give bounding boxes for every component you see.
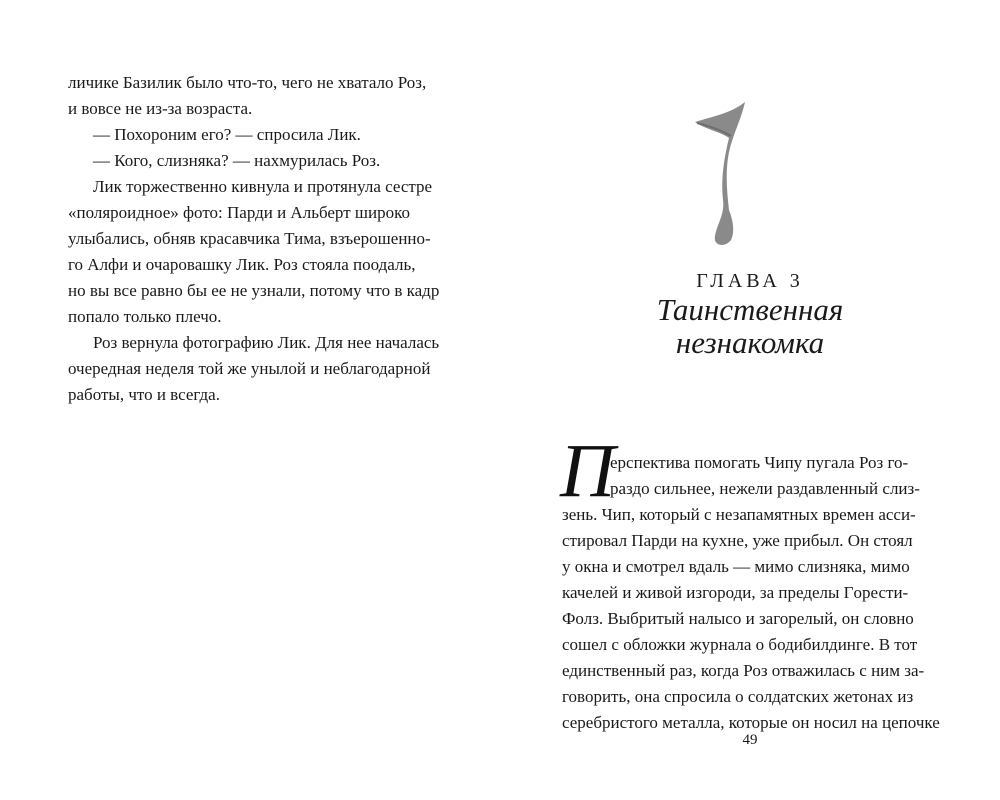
chapter-title-line: незнакомка [675, 325, 825, 360]
text-line: Лик торжественно кивнула и протянула сестре [93, 177, 433, 196]
text-line: ерспектива помогать Чипу пугала Роз го- [610, 453, 909, 472]
text-line: у окна и смотрел вдаль — мимо слизняка, мимо [562, 557, 910, 576]
chapter-number-ornament-icon [685, 92, 765, 252]
text-line: очередная неделя той же унылой и неблагодарной [68, 359, 431, 378]
text-line: улыбались, обняв красавчика Тима, взъерошенно- [68, 229, 431, 248]
text-line: говорить, она спросила о солдатских жетонах из [562, 687, 914, 706]
text-line: Фолз. Выбритый налысо и загорелый, он словно [562, 609, 914, 628]
text-line: серебристого металла, которые он носил на цепочке [562, 713, 940, 732]
chapter-title-line: Таинственная [656, 292, 844, 327]
text-line: попало только плечо. [68, 307, 222, 326]
text-line: Роз вернула фотографию Лик. Для нее началась [93, 333, 440, 352]
text-line: стировал Парди на кухне, уже прибыл. Он стоял [562, 531, 913, 550]
right-page [500, 0, 1000, 800]
drop-cap: П [560, 429, 615, 513]
chapter-title [500, 293, 1000, 359]
text-line: «поляроидное» фото: Парди и Альберт широко [68, 203, 410, 222]
text-line: сошел с обложки журнала о бодибилдинге. В тот [562, 635, 918, 654]
page-number: 49 [742, 732, 758, 748]
text-line: личике Базилик было что-то, чего не хватало Роз, [68, 73, 427, 92]
text-line: и вовсе не из-за возраста. [68, 99, 253, 118]
text-line: раздо сильнее, нежели раздавленный слиз- [610, 479, 920, 498]
chapter-label: ГЛАВА 3 [696, 270, 804, 292]
text-line: — Кого, слизняка? — нахмурилась Роз. [93, 151, 381, 170]
text-line: но вы все равно бы ее не узнали, потому что в кадр [68, 281, 440, 300]
text-line: работы, что и всегда. [68, 385, 220, 404]
left-page-text [68, 70, 448, 408]
text-line: го Алфи и очаровашку Лик. Роз стояла поодаль, [68, 255, 416, 274]
right-page-text [562, 450, 940, 736]
text-line: единственный раз, когда Роз отважилась с ним за- [562, 661, 925, 680]
text-line: — Похороним его? — спросила Лик. [93, 125, 361, 144]
text-line: качелей и живой изгороди, за пределы Гoрести- [562, 583, 909, 602]
text-line: зень. Чип, который с незапамятных времен асси- [562, 505, 916, 524]
